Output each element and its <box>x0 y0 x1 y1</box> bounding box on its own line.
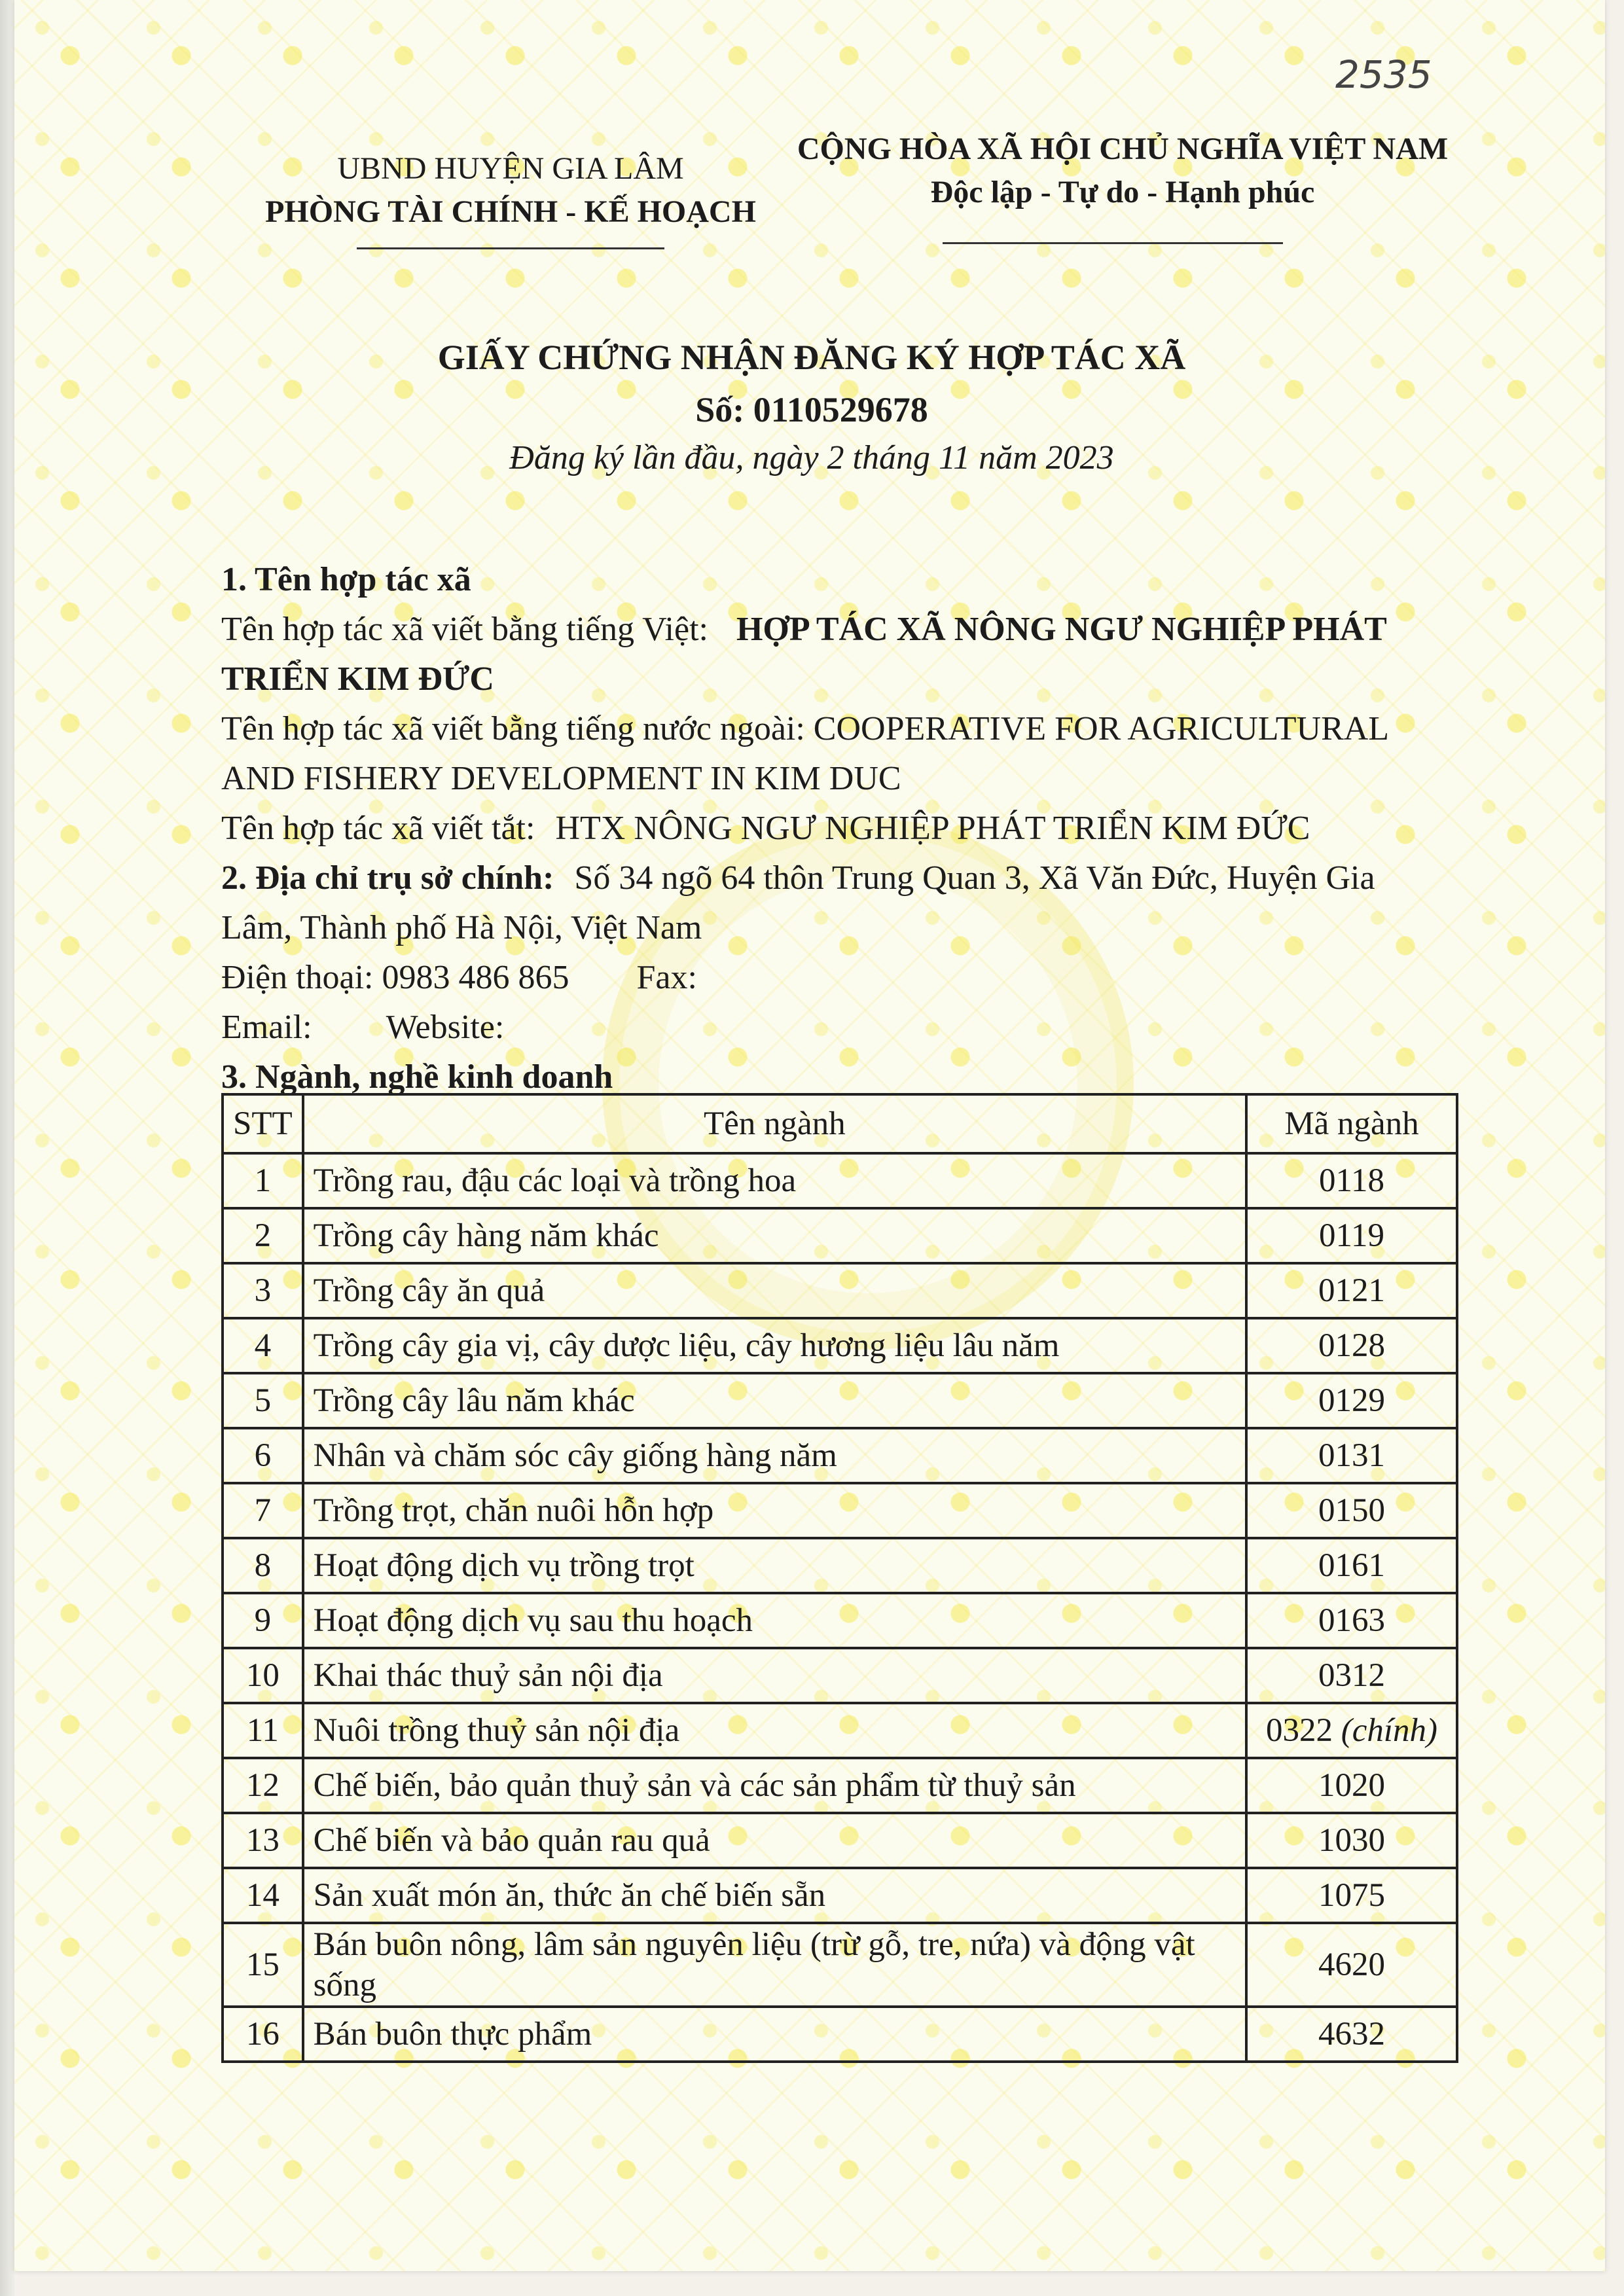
section2-heading: 2. Địa chỉ trụ sở chính: <box>221 859 554 897</box>
ma-nganh-code: 0131 <box>1318 1437 1385 1474</box>
ma-nganh-note: (chính) <box>1341 1712 1438 1749</box>
row-ma-nganh <box>1246 1538 1457 1593</box>
foreign-name-value: COOPERATIVE FOR AGRICULTURAL AND FISHERY DEVELOPMENT IN KIM DUC <box>221 710 1388 797</box>
vn-name-label: Tên hợp tác xã viết bằng tiếng Việt: <box>221 611 708 648</box>
section3-heading: 3. Ngành, nghề kinh doanh <box>221 1058 613 1096</box>
table-row <box>223 1923 1457 2007</box>
ma-nganh-code: 4632 <box>1318 2016 1385 2053</box>
row-ten-nganh: Hoạt động dịch vụ sau thu hoạch <box>303 1593 1246 1648</box>
table-row <box>223 2007 1457 2062</box>
short-name-value: HTX NÔNG NGƯ NGHIỆP PHÁT TRIỂN KIM ĐỨC <box>555 810 1310 847</box>
header-right-underline <box>943 242 1283 244</box>
row-stt: 16 <box>223 2007 303 2062</box>
email-line <box>221 1003 1452 1052</box>
table-row <box>223 1593 1457 1648</box>
row-ten-nganh: Bán buôn thực phẩm <box>303 2007 1246 2062</box>
row-stt: 10 <box>223 1648 303 1703</box>
row-ma-nganh <box>1246 1868 1457 1923</box>
row-stt: 5 <box>223 1373 303 1428</box>
table-row <box>223 1813 1457 1868</box>
ma-nganh-code: 0312 <box>1318 1657 1385 1694</box>
row-ma-nganh <box>1246 1483 1457 1538</box>
ma-nganh-code: 0129 <box>1318 1382 1385 1419</box>
vn-name-value: HỢP TÁC XÃ NÔNG NGƯ NGHIỆP PHÁT TRIỂN KIM ĐỨC <box>221 611 1386 698</box>
row-stt: 8 <box>223 1538 303 1593</box>
header-right <box>772 128 1473 214</box>
vn-name-line <box>221 605 1452 704</box>
row-stt: 13 <box>223 1813 303 1868</box>
row-stt: 1 <box>223 1153 303 1208</box>
row-ma-nganh <box>1246 1593 1457 1648</box>
column-header-ten-nganh: Tên ngành <box>303 1094 1246 1153</box>
scanner-edge <box>0 0 14 2296</box>
short-name-label: Tên hợp tác xã viết tắt: <box>221 810 535 847</box>
column-header-stt: STT <box>223 1094 303 1153</box>
row-stt: 2 <box>223 1208 303 1263</box>
fax-label: Fax: <box>636 959 697 996</box>
address-line <box>221 853 1452 953</box>
table-row <box>223 1868 1457 1923</box>
foreign-name-line <box>221 704 1452 804</box>
ma-nganh-code: 0128 <box>1318 1327 1385 1364</box>
handwritten-number: 2535 <box>1335 52 1432 97</box>
header-left-line2: PHÒNG TÀI CHÍNH - KẾ HOẠCH <box>265 194 756 229</box>
ma-nganh-code: 1075 <box>1318 1877 1385 1914</box>
row-stt: 12 <box>223 1758 303 1813</box>
row-stt: 4 <box>223 1318 303 1373</box>
header-right-line2: Độc lập - Tự do - Hạnh phúc <box>930 175 1315 209</box>
email-label: Email: <box>221 1009 312 1046</box>
address-value: Số 34 ngõ 64 thôn Trung Quan 3, Xã Văn Đức, Huyện Gia Lâm, Thành phố Hà Nội, Việt Nam <box>221 859 1375 946</box>
ma-nganh-code: 0322 <box>1265 1712 1333 1749</box>
row-ten-nganh: Trồng trọt, chăn nuôi hỗn hợp <box>303 1483 1246 1538</box>
header-right-line1: CỘNG HÒA XÃ HỘI CHỦ NGHĨA VIỆT NAM <box>797 132 1449 166</box>
table-header-row <box>223 1094 1457 1153</box>
column-header-ma-nganh: Mã ngành <box>1246 1094 1457 1153</box>
row-ten-nganh: Khai thác thuỷ sản nội địa <box>303 1648 1246 1703</box>
row-stt: 9 <box>223 1593 303 1648</box>
row-ma-nganh <box>1246 1373 1457 1428</box>
ma-nganh-code: 0163 <box>1318 1602 1385 1639</box>
header-left-line1: UBND HUYỆN GIA LÂM <box>337 151 684 186</box>
table-row <box>223 1208 1457 1263</box>
row-stt: 7 <box>223 1483 303 1538</box>
row-stt: 11 <box>223 1703 303 1758</box>
document-number: Số: 0110529678 <box>695 390 928 429</box>
row-ten-nganh: Hoạt động dịch vụ trồng trọt <box>303 1538 1246 1593</box>
table-row <box>223 1153 1457 1208</box>
table-row <box>223 1373 1457 1428</box>
foreign-name-label: Tên hợp tác xã viết bằng tiếng nước ngoài: <box>221 710 805 747</box>
row-ten-nganh: Chế biến và bảo quản rau quả <box>303 1813 1246 1868</box>
ma-nganh-code: 0121 <box>1318 1272 1385 1309</box>
row-ten-nganh: Nhân và chăm sóc cây giống hàng năm <box>303 1428 1246 1483</box>
header-left <box>216 147 805 234</box>
row-stt: 3 <box>223 1263 303 1318</box>
table-row <box>223 1758 1457 1813</box>
header-left-underline <box>357 247 664 249</box>
ma-nganh-code: 0150 <box>1318 1492 1385 1529</box>
table-row <box>223 1648 1457 1703</box>
table-row <box>223 1483 1457 1538</box>
row-ma-nganh <box>1246 1263 1457 1318</box>
row-ten-nganh: Nuôi trồng thuỷ sản nội địa <box>303 1703 1246 1758</box>
row-ten-nganh: Bán buôn nông, lâm sản nguyên liệu (trừ gỗ, tre, nứa) và động vật sống <box>303 1923 1246 2007</box>
phone-line <box>221 953 1452 1003</box>
registration-date: Đăng ký lần đầu, ngày 2 tháng 11 năm 2023 <box>509 439 1114 476</box>
row-stt: 15 <box>223 1923 303 2007</box>
table-row <box>223 1318 1457 1373</box>
row-ma-nganh <box>1246 1758 1457 1813</box>
row-ma-nganh <box>1246 1648 1457 1703</box>
row-stt: 6 <box>223 1428 303 1483</box>
website-label: Website: <box>386 1009 505 1046</box>
section1-heading: 1. Tên hợp tác xã <box>221 561 471 598</box>
ma-nganh-code: 1020 <box>1318 1767 1385 1804</box>
table-row <box>223 1263 1457 1318</box>
phone-label: Điện thoại: <box>221 959 374 996</box>
row-ten-nganh: Chế biến, bảo quản thuỷ sản và các sản phẩm từ thuỷ sản <box>303 1758 1246 1813</box>
row-ma-nganh <box>1246 1703 1457 1758</box>
row-ten-nganh: Trồng cây ăn quả <box>303 1263 1246 1318</box>
ma-nganh-code: 0161 <box>1318 1547 1385 1584</box>
row-ten-nganh: Sản xuất món ăn, thức ăn chế biến sẵn <box>303 1868 1246 1923</box>
table-row <box>223 1703 1457 1758</box>
row-ma-nganh <box>1246 1318 1457 1373</box>
row-ma-nganh <box>1246 1153 1457 1208</box>
row-ten-nganh: Trồng cây hàng năm khác <box>303 1208 1246 1263</box>
short-name-line <box>221 804 1452 853</box>
row-ma-nganh <box>1246 1208 1457 1263</box>
ma-nganh-code: 4620 <box>1318 1946 1385 1983</box>
document-title: GIẤY CHỨNG NHẬN ĐĂNG KÝ HỢP TÁC XÃ <box>437 338 1186 377</box>
row-ma-nganh <box>1246 1428 1457 1483</box>
row-ma-nganh <box>1246 2007 1457 2062</box>
ma-nganh-code: 1030 <box>1318 1822 1385 1859</box>
row-stt: 14 <box>223 1868 303 1923</box>
table-row <box>223 1538 1457 1593</box>
row-ma-nganh <box>1246 1813 1457 1868</box>
row-ten-nganh: Trồng rau, đậu các loại và trồng hoa <box>303 1153 1246 1208</box>
business-lines-table <box>221 1093 1458 2063</box>
phone-value: 0983 486 865 <box>382 959 569 996</box>
row-ten-nganh: Trồng cây lâu năm khác <box>303 1373 1246 1428</box>
row-ten-nganh: Trồng cây gia vị, cây dược liệu, cây hương liệu lâu năm <box>303 1318 1246 1373</box>
section1 <box>221 555 1452 1102</box>
table-row <box>223 1428 1457 1483</box>
ma-nganh-code: 0118 <box>1318 1162 1385 1199</box>
row-ma-nganh <box>1246 1923 1457 2007</box>
ma-nganh-code: 0119 <box>1318 1217 1385 1254</box>
